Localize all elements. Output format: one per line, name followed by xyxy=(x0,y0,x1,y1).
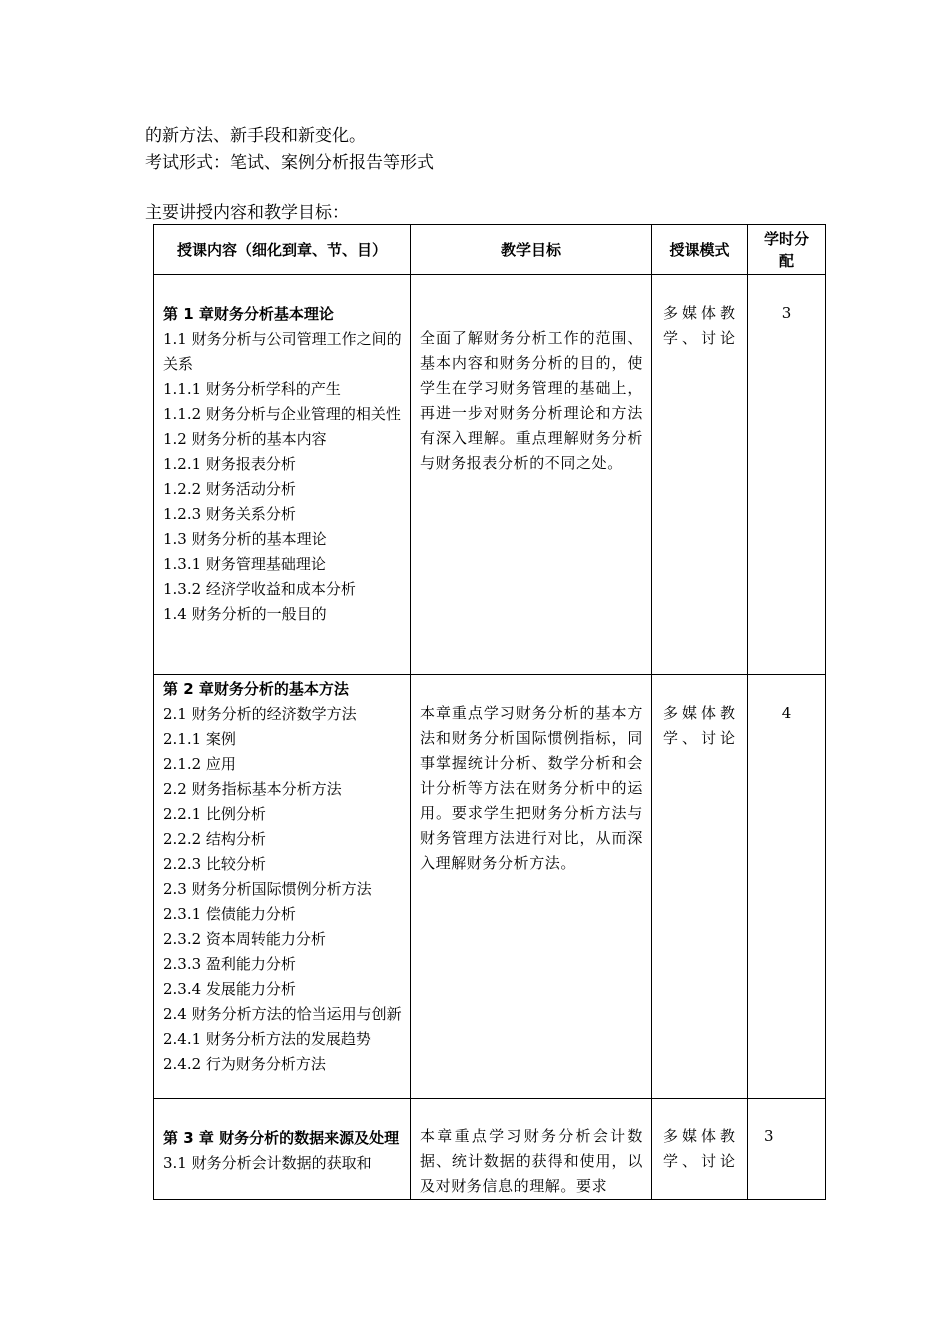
chapter-1-mode xyxy=(652,275,748,675)
chapter-1-hours xyxy=(748,275,826,675)
chapter-2-title: 第 2 章财务分析的基本方法 xyxy=(163,680,349,698)
hours-value: 4 xyxy=(781,704,792,722)
goal-text: 本章重点学习财务分析会计数据、统计数据的获得和使用，以及对财务信息的理解。要求 xyxy=(420,1127,643,1195)
table-row xyxy=(154,675,826,1099)
outline-item: 1.3.1 财务管理基础理论 xyxy=(163,555,326,573)
outline-item: 2.2.1 比例分析 xyxy=(163,805,266,823)
section-heading: 主要讲授内容和教学目标： xyxy=(145,203,349,223)
syllabus-table xyxy=(153,224,826,1200)
outline-item: 2.2 财务指标基本分析方法 xyxy=(163,780,342,798)
outline-item: 1.2.3 财务关系分析 xyxy=(163,505,296,523)
hours-value: 3 xyxy=(781,304,792,322)
outline-item: 2.1.2 应用 xyxy=(163,755,236,773)
mode-text: 多媒体教学、讨论 xyxy=(663,1127,740,1170)
chapter-3-content xyxy=(154,1099,411,1200)
chapter-1-title: 第 1 章财务分析基本理论 xyxy=(163,305,334,323)
intro-text-line-1: 的新方法、新手段和新变化。 xyxy=(145,126,366,146)
outline-item: 1.3.2 经济学收益和成本分析 xyxy=(163,580,356,598)
outline-item: 2.4 财务分析方法的恰当运用与创新 xyxy=(163,1005,402,1023)
header-hours-line-2: 配 xyxy=(778,251,794,270)
outline-item: 1.1 财务分析与公司管理工作之间的关系 xyxy=(163,330,402,373)
outline-item: 1.3 财务分析的基本理论 xyxy=(163,530,327,548)
outline-item: 2.2.2 结构分析 xyxy=(163,830,266,848)
outline-item: 1.2 财务分析的基本内容 xyxy=(163,430,327,448)
outline-item: 1.2.2 财务活动分析 xyxy=(163,480,296,498)
hours-value: 3 xyxy=(764,1127,774,1145)
table-row xyxy=(154,1099,826,1200)
outline-item: 2.1.1 案例 xyxy=(163,730,236,748)
table-row xyxy=(154,275,826,675)
outline-item: 2.1 财务分析的经济数学方法 xyxy=(163,705,357,723)
chapter-3-title: 第 3 章 财务分析的数据来源及处理 xyxy=(163,1129,400,1147)
header-content: 授课内容（细化到章、节、目） xyxy=(154,225,411,275)
chapter-3-hours xyxy=(748,1099,826,1200)
chapter-2-content xyxy=(154,675,411,1099)
outline-item: 1.4 财务分析的一般目的 xyxy=(163,605,327,623)
goal-text: 本章重点学习财务分析的基本方法和财务分析国际惯例指标，同事掌握统计分析、数学分析和会计分析等方法在财务分析中的运用。要求学生把财务分析方法与财务管理方法进行对比，从而深入理解财务分析方法。 xyxy=(420,704,643,872)
chapter-2-mode xyxy=(652,675,748,1099)
table-header-row xyxy=(154,225,826,275)
outline-item: 2.3 财务分析国际惯例分析方法 xyxy=(163,880,372,898)
goal-text: 全面了解财务分析工作的范围、基本内容和财务分析的目的，使学生在学习财务管理的基础上，再进一步对财务分析理论和方法有深入理解。重点理解财务分析与财务报表分析的不同之处。 xyxy=(420,329,643,472)
outline-item: 2.3.3 盈利能力分析 xyxy=(163,955,296,973)
outline-item: 2.3.2 资本周转能力分析 xyxy=(163,930,326,948)
outline-item: 3.1 财务分析会计数据的获取和 xyxy=(163,1154,372,1172)
chapter-3-mode xyxy=(652,1099,748,1200)
header-hours xyxy=(748,225,826,275)
exam-format-line: 考试形式：笔试、案例分析报告等形式 xyxy=(145,153,434,173)
header-hours-line-1: 学时分 xyxy=(763,229,809,248)
header-mode: 授课模式 xyxy=(652,225,748,275)
chapter-2-goal xyxy=(411,675,652,1099)
outline-item: 1.1.1 财务分析学科的产生 xyxy=(163,380,341,398)
outline-item: 2.2.3 比较分析 xyxy=(163,855,266,873)
outline-item: 2.4.1 财务分析方法的发展趋势 xyxy=(163,1030,371,1048)
mode-text: 多媒体教学、讨论 xyxy=(663,704,740,747)
outline-item: 1.2.1 财务报表分析 xyxy=(163,455,296,473)
chapter-1-goal xyxy=(411,275,652,675)
outline-item: 2.4.2 行为财务分析方法 xyxy=(163,1055,326,1073)
outline-item: 2.3.4 发展能力分析 xyxy=(163,980,296,998)
chapter-3-goal xyxy=(411,1099,652,1200)
header-goal: 教学目标 xyxy=(411,225,652,275)
chapter-2-hours xyxy=(748,675,826,1099)
mode-text: 多媒体教学、讨论 xyxy=(663,304,740,347)
outline-item: 1.1.2 财务分析与企业管理的相关性 xyxy=(163,405,401,423)
chapter-1-content xyxy=(154,275,411,675)
outline-item: 2.3.1 偿债能力分析 xyxy=(163,905,296,923)
